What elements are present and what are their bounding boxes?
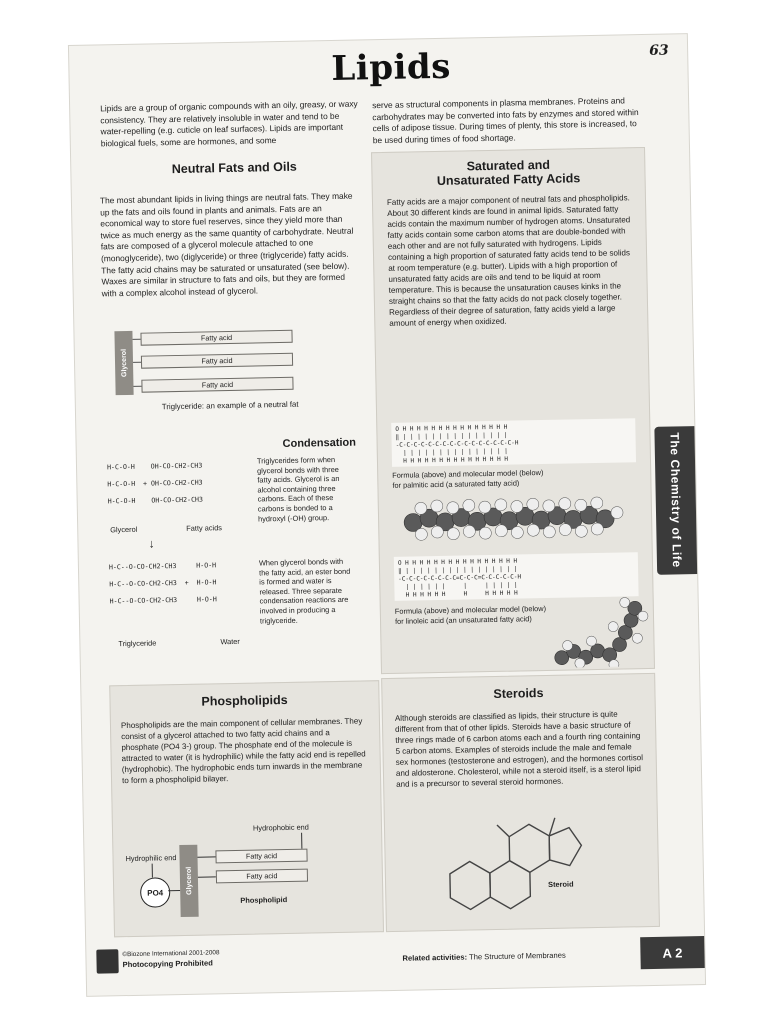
palmitic-formula: O H H H H H H H H H H H H H H H ‖ | | | | | | | | | | | | | | | -C-C-C-C-C-C-C-C-C-C-C-C-C-C-C-C-H | | | | | | | | | | | | | | | H H H H H H H H H H H H H H H <box>395 423 519 465</box>
condensation-text-2: When glycerol bonds with the fatty acid, an ester bond is formed and water is released. Three separate condensation reactions are involved in producing a triglyceride. <box>258 556 351 626</box>
linoleic-molecular-model <box>551 596 650 668</box>
phospholipid-fatty-acid-2: Fatty acid <box>216 869 308 884</box>
neutral-fats-body: The most abundant lipids in living things are neutral fats. They make up the fats and oils found in plants and animals. Fats are an economical way to store fuel reserves, since they yield more than twice as much energy as the same quantity of carbohydrate. Neutral fats are composed of a glycerol molecule attached to one (monoglyceride), two (diglyceride) or three (triglyceride) fatty acids. The fatty acid chains may be saturated or unsaturated (see below). Waxes are similar in structure to fats and oils, but they are formed with a complex alcohol instead of glycerol. <box>99 190 354 299</box>
related-activities-link: The Structure of Membranes <box>468 950 566 962</box>
condensation-heading: Condensation <box>282 436 357 450</box>
condensation-reactants: H-C-O-H OH-CO-CH2-CH3 H-C-O-H + OH-CO-CH2-CH3 H-C-O-H OH-CO-CH2-CH3 <box>106 461 204 506</box>
fatty-acids-caption: Fatty acids <box>186 523 223 533</box>
linoleic-formula: O H H H H H H H H H H H H H H H H ‖ | | | | | | | | | | | | | | | | -C-C-C-C-C-C-C-C=C-C-C=C-C-C-C-C-H | | | | | | | | | | | | H H H H H H H H H H H H <box>397 557 522 599</box>
palmitic-molecular-model <box>393 488 638 553</box>
page-title: Lipids <box>331 46 452 89</box>
phospholipids-box <box>109 680 384 937</box>
fatty-acid-chain-1: Fatty acid <box>140 330 292 346</box>
palmitic-caption-line2: for palmitic acid (a saturated fatty acid) <box>392 478 520 490</box>
section-code-badge: A 2 <box>640 936 705 969</box>
phospholipid-caption: Phospholipid <box>240 894 288 905</box>
chapter-side-tab: The Chemistry of Life <box>654 426 697 575</box>
phosphate-group: PO4 <box>140 877 171 908</box>
hydrophobic-end-label: Hydrophobic end <box>252 822 309 833</box>
triglyceride-diagram <box>110 326 381 411</box>
water-caption: Water <box>220 636 240 647</box>
related-activities <box>402 951 565 964</box>
linoleic-caption-line1: Formula (above) and molecular model (below) <box>394 603 547 616</box>
fatty-acids-body: Fatty acids are a major component of neutral fats and phospholipids. About 30 different kinds are found in animal lipids. Saturated fatty acids contain the maximum number of hydrogen atoms. Unsaturated fatty acids contain some carbon atoms that are double-bonded with each other and are not fully saturated with hydrogens. Lipids containing a high proportion of saturated fatty acids tend to be solids at room temperature (e.g. butter). Lipids with a high proportion of unsaturated fatty acids are oils and tend to be liquid at room temperature. This is because the unsaturation causes kinks in the straight chains so that the fatty acids do not pack closely together. Regardless of their degree of saturation, fatty acids yield a large amount of energy when oxidized. <box>386 193 631 328</box>
glycerol-caption: Glycerol <box>110 524 138 535</box>
condensation-text-1: Triglycerides form when glycerol bonds with three fatty acids. Glycerol is an alcohol containing three carbons. Each of these carbons is bonded to a hydroxyl (-OH) group. <box>256 454 340 524</box>
fatty-acid-chain-2: Fatty acid <box>141 353 293 369</box>
intro-right-text: serve as structural components in plasma membranes. Proteins and carbohydrates may be converted into fats by enzymes and stored within cells of adipose tissue. During times of plenty, this store is increased, to be used during times of food shortage. <box>372 95 639 145</box>
linoleic-formula-panel <box>394 552 639 601</box>
linoleic-caption-line2: for linoleic acid (an unsaturated fatty acid) <box>394 614 532 626</box>
steroids-body: Although steroids are classified as lipids, their structure is quite different from that of other lipids. Steroids have a basic structure of three rings made of 6 carbon atoms each and a fourth ring containing 5 carbon atoms. Examples of steroids include the male and female sex hormones (testosterone and estrogen), and the hormones cortisol and aldosterone. Cholesterol, while not a steroid itself, is a sterol lipid and is a precursor to several steroid hormones. <box>394 709 644 789</box>
hydrophilic-end-label: Hydrophilic end <box>125 853 177 864</box>
steroids-heading: Steroids <box>493 686 544 701</box>
condensation-products: H-C--O-CO-CH2-CH3 H-O-H H-C--O-CO-CH2-CH3 + H-O-H H-C--O-CO-CH2-CH3 H-O-H <box>108 561 217 606</box>
palmitic-caption-line1: Formula (above) and molecular model (below) <box>392 467 544 480</box>
page-number: 63 <box>648 42 669 59</box>
fatty-acids-heading-2: Unsaturated Fatty Acids <box>436 171 581 188</box>
intro-left-text: Lipids are a group of organic compounds with an oily, greasy, or waxy consistency. They are relatively insoluble in water and tend to be water-repelling (e.g. cuticle on leaf surfaces). Lipids are important biological fuels, some are hormones, and some <box>100 98 358 149</box>
phospholipid-fatty-acid-1: Fatty acid <box>215 849 307 864</box>
steroid-structure <box>425 814 627 918</box>
phospholipids-heading: Phospholipids <box>201 692 288 709</box>
fatty-acids-box <box>371 147 655 674</box>
condensation-section <box>105 436 381 671</box>
neutral-fats-section <box>99 150 372 300</box>
arrow-down-icon: ↓ <box>148 536 155 551</box>
steroid-caption: Steroid <box>548 879 574 889</box>
neutral-fats-heading: Neutral Fats and Oils <box>171 159 297 177</box>
photocopying-notice: Photocopying Prohibited <box>122 958 213 970</box>
fatty-acid-chain-3: Fatty acid <box>141 377 293 393</box>
glycerol-block: Glycerol <box>114 331 133 395</box>
triglyceride-caption: Triglyceride: an example of a neutral fat <box>161 399 299 412</box>
fatty-acids-heading-1: Saturated and <box>466 157 551 174</box>
phospholipid-glycerol-block: Glycerol <box>179 845 198 917</box>
related-activities-label: Related activities: <box>402 952 468 963</box>
textbook-page <box>69 34 705 996</box>
palmitic-formula-panel <box>391 418 636 467</box>
steroids-box <box>381 673 660 932</box>
triglyceride-product-caption: Triglyceride <box>118 638 157 649</box>
publisher-logo <box>96 949 118 973</box>
phospholipids-body: Phospholipids are the main component of cellular membranes. They consist of a glycerol attached to two fatty acid chains and a phosphate (PO4 3-) group. The phosphate end of the molecule is attracted to water (it is hydrophilic) while the fatty acid end is repelled (hydrophobic). The hydrophobic ends turn inwards in the membrane to form a phospholipid bilayer. <box>120 716 366 786</box>
copyright-text: ©Biozone International 2001-2008 <box>122 949 220 959</box>
